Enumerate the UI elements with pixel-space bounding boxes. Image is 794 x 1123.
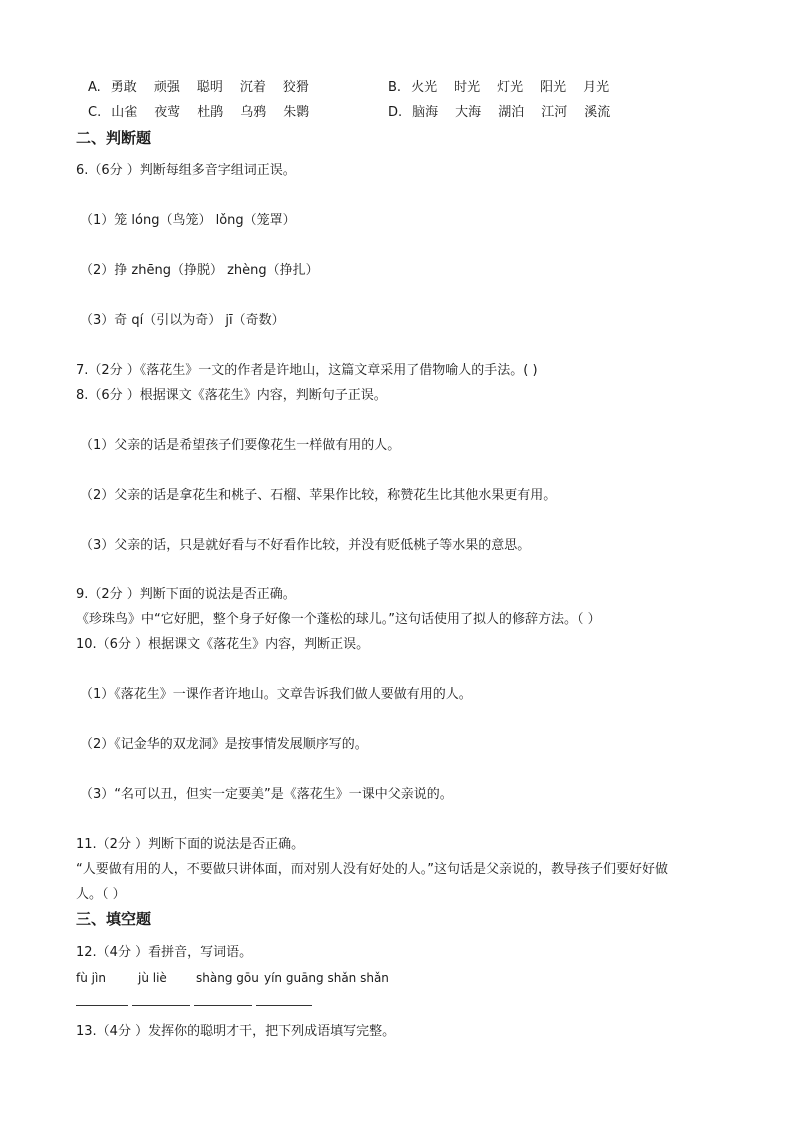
option-a xyxy=(88,79,326,97)
question-stem: 10.（6分 ）根据课文《落花生》内容，判断正误。 xyxy=(76,637,370,652)
question-item: （2）挣 zhēng（挣脱） zhèng（挣扎） xyxy=(80,263,319,278)
question-stem: 11.（2分 ）判断下面的说法是否正确。 xyxy=(76,837,305,852)
option-letter: D. xyxy=(388,105,403,120)
option-word: 顽强 xyxy=(153,80,180,95)
option-word: 湖泊 xyxy=(498,105,525,120)
section-heading: 二、判断题 xyxy=(76,129,152,147)
option-word: 狡猾 xyxy=(282,80,309,95)
option-word: 阳光 xyxy=(540,80,567,95)
pinyin-word: yín guāng shǎn shǎn xyxy=(264,971,389,985)
question-stem: 13.（4分 ）发挥你的聪明才干，把下列成语填写完整。 xyxy=(76,1024,396,1039)
question-stem: 12.（4分 ）看拼音，写词语。 xyxy=(76,945,253,960)
option-word: 脑海 xyxy=(412,105,439,120)
option-word: 聪明 xyxy=(196,80,223,95)
option-word: 火光 xyxy=(411,80,438,95)
question-item: （2）父亲的话是拿花生和桃子、石榴、苹果作比较，称赞花生比其他水果更有用。 xyxy=(80,488,557,503)
answer-blank[interactable] xyxy=(132,1005,190,1006)
pinyin-row xyxy=(76,970,395,986)
pinyin-word: jù liè xyxy=(138,971,167,985)
question-item: （3）父亲的话，只是就好看与不好看作比较，并没有贬低桃子等水果的意思。 xyxy=(80,538,531,553)
option-word: 山雀 xyxy=(111,105,138,120)
option-word: 月光 xyxy=(583,80,610,95)
question-text: 《珍珠鸟》中“它好肥，整个身子好像一个蓬松的球儿。”这句话使用了拟人的修辞方法。（ ） xyxy=(76,612,601,627)
question-stem: 9.（2分 ）判断下面的说法是否正确。 xyxy=(76,587,296,602)
option-word: 夜莺 xyxy=(154,105,181,120)
question-text: 人。（ ） xyxy=(76,887,126,902)
option-word: 大海 xyxy=(455,105,482,120)
option-word: 时光 xyxy=(454,80,481,95)
answer-blank[interactable] xyxy=(76,1005,128,1006)
pinyin-word: fù jìn xyxy=(76,971,106,985)
question-stem: 8.（6分 ）根据课文《落花生》内容，判断句子正误。 xyxy=(76,388,387,403)
option-letter: B. xyxy=(388,80,402,95)
option-c xyxy=(88,104,326,122)
option-word: 江河 xyxy=(541,105,568,120)
question-item: （3）“名可以丑，但实一定要美”是《落花生》一课中父亲说的。 xyxy=(80,787,453,802)
question-stem: 7.（2分 ）《落花生》一文的作者是许地山，这篇文章采用了借物喻人的手法。( ) xyxy=(76,363,538,378)
question-stem: 6.（6分 ）判断每组多音字组词正误。 xyxy=(76,163,296,178)
option-word: 乌鸦 xyxy=(240,105,267,120)
question-item: （1）《落花生》一课作者许地山。文章告诉我们做人要做有用的人。 xyxy=(80,687,472,702)
question-item: （1）笼 lóng（鸟笼） lǒng（笼罩） xyxy=(80,213,296,228)
option-b xyxy=(388,79,626,97)
pinyin-word: shàng gōu xyxy=(196,971,259,985)
question-item: （2）《记金华的双龙洞》是按事情发展顺序写的。 xyxy=(80,737,368,752)
option-d xyxy=(388,104,627,122)
option-word: 灯光 xyxy=(497,80,524,95)
question-item: （3）奇 qí（引以为奇） jī（奇数） xyxy=(80,313,285,328)
answer-blank[interactable] xyxy=(256,1005,312,1006)
option-word: 朱鹮 xyxy=(283,105,310,120)
option-word: 勇敢 xyxy=(110,80,137,95)
section-heading: 三、填空题 xyxy=(76,910,152,928)
option-word: 溪流 xyxy=(584,105,611,120)
option-letter: A. xyxy=(88,80,101,95)
question-item: （1）父亲的话是希望孩子们要像花生一样做有用的人。 xyxy=(80,438,401,453)
option-word: 杜鹃 xyxy=(197,105,224,120)
question-text: “人要做有用的人，不要做只讲体面，而对别人没有好处的人。”这句话是父亲说的，教导孩子们要好好做 xyxy=(76,862,668,877)
option-letter: C. xyxy=(88,105,102,120)
answer-blanks xyxy=(76,1005,316,1007)
option-word: 沉着 xyxy=(239,80,266,95)
answer-blank[interactable] xyxy=(194,1005,252,1006)
